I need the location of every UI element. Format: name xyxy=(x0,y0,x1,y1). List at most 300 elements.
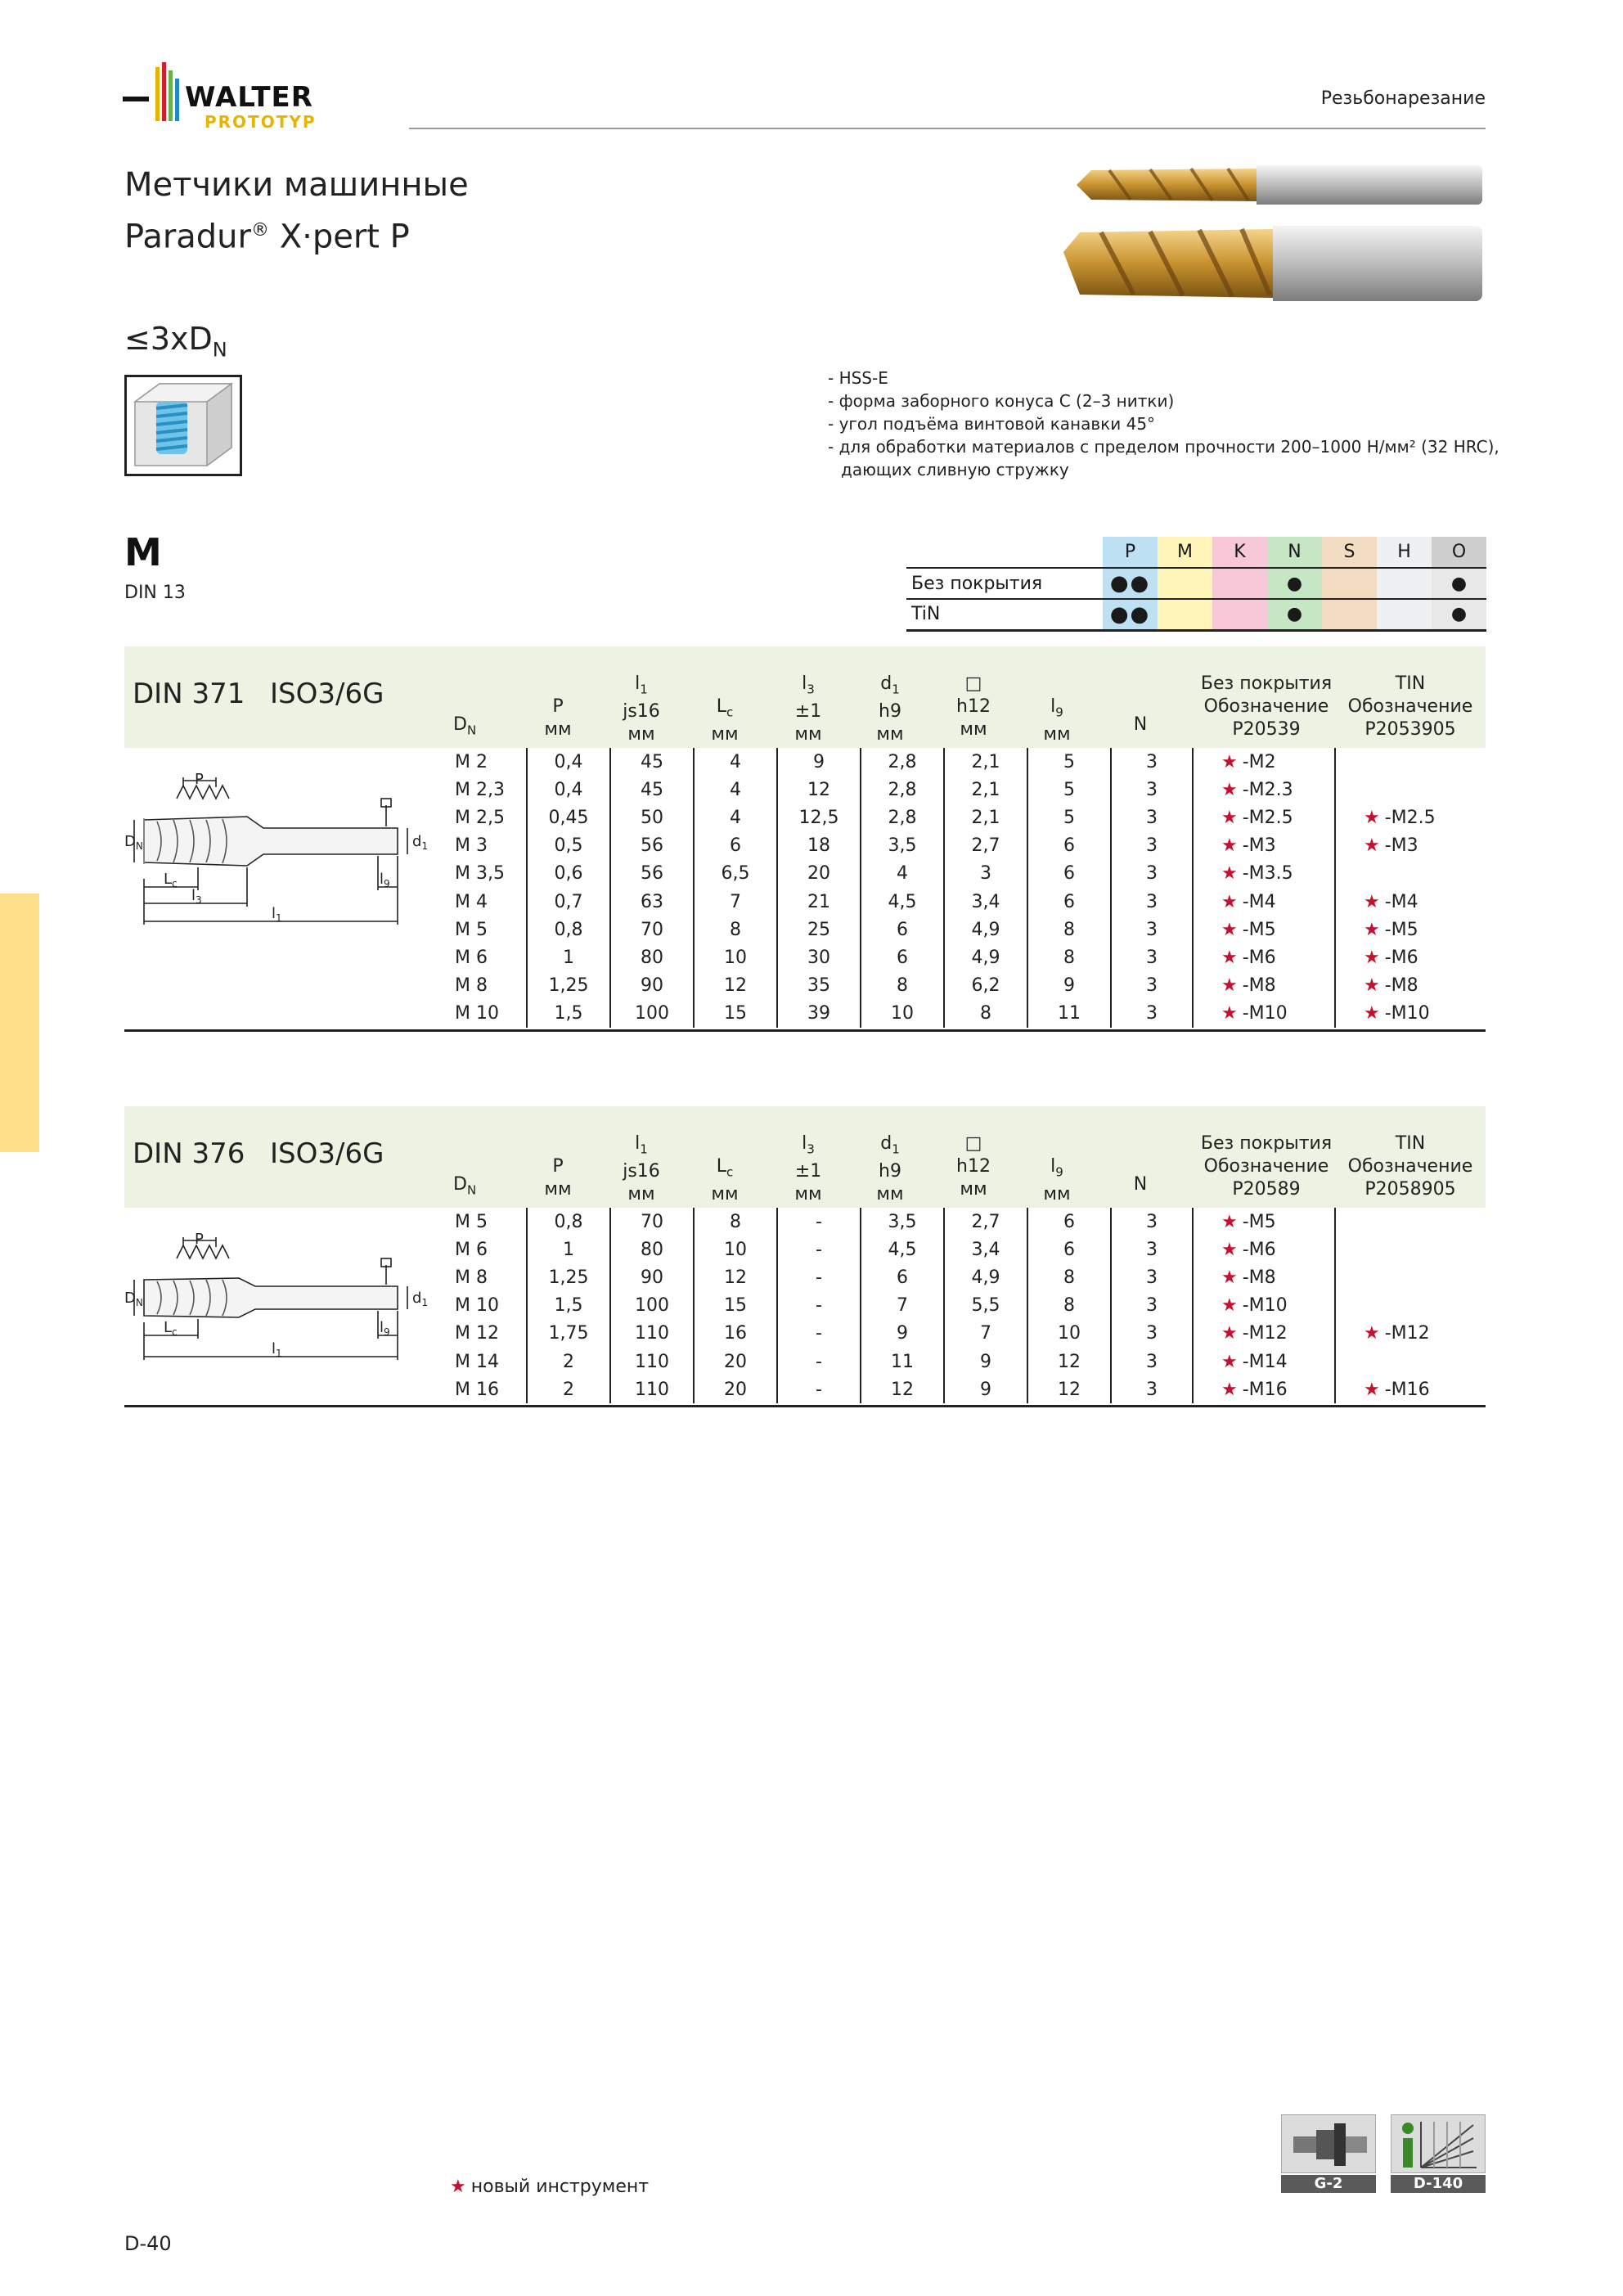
table-cell: 4 xyxy=(694,748,777,776)
new-tool-star-icon: ★ xyxy=(1221,807,1238,828)
feature-list xyxy=(828,367,1499,481)
cell-thread-size: M 12 xyxy=(452,1320,527,1348)
table-cell: 3 xyxy=(944,860,1027,888)
table-cell: 6 xyxy=(1027,888,1111,916)
table-cell: 3 xyxy=(1111,943,1193,971)
table-cell: 0,7 xyxy=(527,888,610,916)
table-cell: 110 xyxy=(610,1348,694,1375)
table-cell: 3 xyxy=(1111,804,1193,831)
cell-code-uncoated: ★ -M2 xyxy=(1193,748,1335,776)
table-row xyxy=(452,943,1474,971)
table-cell: 15 xyxy=(694,1000,777,1028)
info-chart-icon xyxy=(1391,2114,1486,2173)
table-cell: 7 xyxy=(861,1292,944,1320)
new-tool-star-icon: ★ xyxy=(1221,1239,1238,1260)
new-tool-star-icon: ★ xyxy=(1221,1379,1238,1400)
table-cell: 4,5 xyxy=(861,888,944,916)
table-cell: 3 xyxy=(1111,832,1193,860)
new-tool-star-icon: ★ xyxy=(450,2177,466,2197)
table-cell: 12 xyxy=(1027,1375,1111,1403)
table-cell: 9 xyxy=(861,1320,944,1348)
table-cell: 10 xyxy=(694,1236,777,1263)
new-tool-star-icon: ★ xyxy=(1221,863,1238,885)
col-header-lc: $L_c$ мм xyxy=(711,1156,739,1205)
cell-thread-size: M 5 xyxy=(452,916,527,943)
matrix-mark xyxy=(1212,599,1267,630)
table-cell: 90 xyxy=(610,972,694,1000)
table-cell: 2 xyxy=(527,1375,610,1403)
table-cell: 0,8 xyxy=(527,1208,610,1236)
table-cell: 18 xyxy=(777,832,861,860)
matrix-mark xyxy=(1377,568,1432,599)
table-cell: 1,75 xyxy=(527,1320,610,1348)
cell-thread-size: M 3 xyxy=(452,832,527,860)
table-cell: 35 xyxy=(777,972,861,1000)
table-cell: 3 xyxy=(1111,1292,1193,1320)
matrix-header-n: N xyxy=(1267,537,1322,568)
table-cell: 90 xyxy=(610,1263,694,1291)
table-cell: 3 xyxy=(1111,860,1193,888)
table-cell: 2,8 xyxy=(861,748,944,776)
table-row xyxy=(452,1292,1474,1320)
table-cell: 3 xyxy=(1111,1320,1193,1348)
col-header-uncoated: Без покрытия Обозначение P20539 xyxy=(1200,673,1333,740)
table-cell: 6 xyxy=(1027,860,1111,888)
table-cell: 5 xyxy=(1027,804,1111,831)
header-rule xyxy=(409,128,1486,129)
cell-code-tin xyxy=(1335,1208,1474,1236)
table-bottom-rule xyxy=(124,1405,1486,1407)
section-side-tab xyxy=(0,894,39,1152)
cell-code-uncoated: ★ -M4 xyxy=(1193,888,1335,916)
matrix-row xyxy=(906,568,1486,599)
col-header-l9: $l_9$ мм xyxy=(1043,1156,1071,1205)
table-cell: 1,25 xyxy=(527,972,610,1000)
table-cell: 3,5 xyxy=(861,1208,944,1236)
matrix-row xyxy=(906,599,1486,630)
table-cell: 6,5 xyxy=(694,860,777,888)
spec-table-header-band xyxy=(124,646,1486,748)
material-group-letter: M xyxy=(124,530,162,574)
table-cell: 4,9 xyxy=(944,916,1027,943)
new-tool-star-icon: ★ xyxy=(1221,1267,1238,1288)
walter-prototyp-logo xyxy=(123,59,401,137)
cell-code-uncoated: ★ -M12 xyxy=(1193,1320,1335,1348)
table-cell: 1,5 xyxy=(527,1000,610,1028)
table-row xyxy=(452,1208,1474,1236)
table-cell: 4,9 xyxy=(944,1263,1027,1291)
table-cell: 2,1 xyxy=(944,804,1027,831)
nav-link-g-2[interactable] xyxy=(1281,2114,1376,2193)
cell-code-uncoated: ★ -M16 xyxy=(1193,1375,1335,1403)
cell-code-tin xyxy=(1335,1292,1474,1320)
cell-code-tin xyxy=(1335,776,1474,804)
feature-item: - форма заборного конуса C (2–3 нитки) xyxy=(828,391,1175,411)
new-tool-star-icon: ★ xyxy=(1364,975,1380,997)
table-cell: 3 xyxy=(1111,888,1193,916)
new-tool-star-icon: ★ xyxy=(1221,1003,1238,1024)
nav-link-d-140[interactable] xyxy=(1391,2114,1486,2193)
diagram-label-d1: $d_1$ xyxy=(412,833,429,852)
table-cell: 8 xyxy=(1027,1263,1111,1291)
table-cell: 12 xyxy=(694,972,777,1000)
matrix-mark xyxy=(1158,599,1212,630)
table-cell: 16 xyxy=(694,1320,777,1348)
table-cell: 56 xyxy=(610,832,694,860)
col-header-l1: $l_1$ js16 мм xyxy=(623,673,660,745)
table-cell: 50 xyxy=(610,804,694,831)
cell-code-uncoated: ★ -M5 xyxy=(1193,916,1335,943)
col-header-square: □ h12 мм xyxy=(956,673,991,740)
matrix-mark: ● xyxy=(1267,568,1322,599)
col-header-l1: $l_1$ js16 мм xyxy=(623,1133,660,1205)
new-tool-star-icon: ★ xyxy=(1221,751,1238,772)
matrix-header-s: S xyxy=(1322,537,1377,568)
matrix-header-h: H xyxy=(1377,537,1432,568)
tolerance-label: ISO3/6G xyxy=(270,678,384,710)
table-cell: 100 xyxy=(610,1000,694,1028)
table-cell: 6 xyxy=(861,1263,944,1291)
new-tool-star-icon: ★ xyxy=(1364,835,1380,857)
thread-depth-label: $\le 3xD_N$ xyxy=(124,321,227,362)
table-cell: 45 xyxy=(610,776,694,804)
col-header-square: □ h12 мм xyxy=(956,1133,991,1200)
diagram-label-p: P xyxy=(195,771,204,788)
cell-code-uncoated: ★ -M10 xyxy=(1193,1292,1335,1320)
table-cell: 9 xyxy=(777,748,861,776)
table-cell: 2 xyxy=(527,1348,610,1375)
cell-code-uncoated: ★ -M10 xyxy=(1193,1000,1335,1028)
tap-product-photo xyxy=(1060,154,1486,326)
new-tool-star-icon: ★ xyxy=(1221,1295,1238,1317)
table-cell: 100 xyxy=(610,1292,694,1320)
table-row xyxy=(452,1348,1474,1375)
table-cell: 110 xyxy=(610,1375,694,1403)
table-cell: 80 xyxy=(610,943,694,971)
table-cell: 3,5 xyxy=(861,832,944,860)
matrix-mark: ● xyxy=(1432,599,1486,630)
table-cell: 25 xyxy=(777,916,861,943)
table-cell: 6 xyxy=(1027,832,1111,860)
diagram-label-dn: $D_N$ xyxy=(124,833,143,852)
table-cell: 2,7 xyxy=(944,832,1027,860)
legend xyxy=(450,2177,649,2197)
new-tool-star-icon: ★ xyxy=(1221,891,1238,912)
col-header-tin: TIN Обозначение P2053905 xyxy=(1347,673,1473,740)
col-header-p: P мм xyxy=(544,1156,572,1200)
cell-code-uncoated: ★ -M8 xyxy=(1193,972,1335,1000)
matrix-mark: ●● xyxy=(1103,568,1158,599)
new-tool-star-icon: ★ xyxy=(1221,835,1238,857)
table-cell: 0,6 xyxy=(527,860,610,888)
matrix-mark xyxy=(1158,568,1212,599)
cell-code-uncoated: ★ -M3 xyxy=(1193,832,1335,860)
table-cell: 0,8 xyxy=(527,916,610,943)
table-row xyxy=(452,1000,1474,1028)
table-cell: 3 xyxy=(1111,916,1193,943)
table-cell: 10 xyxy=(861,1000,944,1028)
table-cell: 2,7 xyxy=(944,1208,1027,1236)
table-cell: 45 xyxy=(610,748,694,776)
col-header-p: P мм xyxy=(544,696,572,740)
cell-thread-size: M 5 xyxy=(452,1208,527,1236)
col-header-d1: $d_1$ h9 мм xyxy=(876,1133,904,1205)
legend-text: новый инструмент xyxy=(470,2177,650,2197)
table-cell: 56 xyxy=(610,860,694,888)
matrix-mark xyxy=(1322,599,1377,630)
spec-table-din-371 xyxy=(124,646,1486,1024)
cell-thread-size: M 6 xyxy=(452,1236,527,1263)
table-row xyxy=(452,888,1474,916)
cell-thread-size: M 10 xyxy=(452,1292,527,1320)
new-tool-star-icon: ★ xyxy=(1364,807,1380,828)
table-cell: 3 xyxy=(1111,1348,1193,1375)
new-tool-star-icon: ★ xyxy=(1364,947,1380,968)
col-header-n: N xyxy=(1133,1174,1148,1195)
table-row xyxy=(452,1375,1474,1403)
material-suitability-matrix xyxy=(906,537,1486,632)
material-group-norm: DIN 13 xyxy=(124,583,186,603)
new-tool-star-icon: ★ xyxy=(1221,1351,1238,1372)
tolerance-label: ISO3/6G xyxy=(270,1137,384,1170)
table-cell: 4,5 xyxy=(861,1236,944,1263)
table-cell: 7 xyxy=(944,1320,1027,1348)
matrix-header-o: O xyxy=(1432,537,1486,568)
table-cell: 6 xyxy=(694,832,777,860)
table-cell: 9 xyxy=(944,1348,1027,1375)
cell-thread-size: M 6 xyxy=(452,943,527,971)
cell-thread-size: M 10 xyxy=(452,1000,527,1028)
feature-item: - для обработки материалов с пределом прочности 200–1000 Н/мм² (32 HRC), xyxy=(828,437,1499,457)
table-cell: 11 xyxy=(861,1348,944,1375)
table-cell: 3 xyxy=(1111,1375,1193,1403)
table-cell: 12 xyxy=(777,776,861,804)
table-cell: 1,5 xyxy=(527,1292,610,1320)
table-cell: 11 xyxy=(1027,1000,1111,1028)
matrix-row-label: TiN xyxy=(906,599,1103,630)
col-header-dn: $D_N$ xyxy=(453,714,477,738)
table-row xyxy=(452,1236,1474,1263)
table-cell: 8 xyxy=(944,1000,1027,1028)
page-number: D-40 xyxy=(124,2232,172,2255)
table-cell: 30 xyxy=(777,943,861,971)
cell-code-tin: ★ -M8 xyxy=(1364,975,1418,997)
logo-sub: PROTOTYP xyxy=(205,112,317,132)
new-tool-star-icon: ★ xyxy=(1221,947,1238,968)
diagram-label-l9: $l_9$ xyxy=(380,871,390,889)
new-tool-star-icon: ★ xyxy=(1221,779,1238,800)
diagram-label-l1: $l_1$ xyxy=(272,905,282,924)
table-cell: 3 xyxy=(1111,1263,1193,1291)
table-cell: - xyxy=(777,1263,861,1291)
col-header-l3: $l_3$ ±1 мм xyxy=(794,673,822,745)
matrix-mark xyxy=(1212,568,1267,599)
cell-code-uncoated: ★ -M3.5 xyxy=(1193,860,1335,888)
standard-label: DIN 376 xyxy=(133,1137,245,1170)
table-cell: - xyxy=(777,1208,861,1236)
table-cell: 3 xyxy=(1111,1000,1193,1028)
tool-holder-icon xyxy=(1281,2114,1376,2173)
table-cell: - xyxy=(777,1292,861,1320)
new-tool-star-icon: ★ xyxy=(1364,1323,1380,1344)
table-cell: 8 xyxy=(1027,1292,1111,1320)
cell-thread-size: M 14 xyxy=(452,1348,527,1375)
col-header-n: N xyxy=(1133,714,1148,735)
diagram-label-lc: $L_c$ xyxy=(164,1319,178,1338)
spec-table-header-band xyxy=(124,1106,1486,1208)
col-header-d1: $d_1$ h9 мм xyxy=(876,673,904,745)
cell-code-uncoated: ★ -M14 xyxy=(1193,1348,1335,1375)
section-title: Резьбонарезание xyxy=(1320,88,1486,109)
cell-code-tin: ★ -M6 xyxy=(1364,947,1418,968)
cell-code-tin: ★ -M3 xyxy=(1364,835,1418,857)
feature-item: - угол подъёма винтовой канавки 45° xyxy=(828,414,1156,434)
table-bottom-rule xyxy=(124,1029,1486,1032)
table-cell: 6 xyxy=(1027,1208,1111,1236)
col-header-uncoated: Без покрытия Обозначение P20589 xyxy=(1200,1133,1333,1200)
table-cell: 8 xyxy=(861,972,944,1000)
table-row xyxy=(452,776,1474,804)
diagram-label-lc: $L_c$ xyxy=(164,871,178,889)
new-tool-star-icon: ★ xyxy=(1221,975,1238,997)
cell-code-tin: ★ -M10 xyxy=(1364,1003,1430,1024)
table-cell: 12,5 xyxy=(777,804,861,831)
spec-table-din-376 xyxy=(124,1106,1486,1400)
table-row xyxy=(452,804,1474,831)
cell-thread-size: M 2,5 xyxy=(452,804,527,831)
cell-code-tin: ★ -M16 xyxy=(1364,1379,1430,1400)
cell-code-tin xyxy=(1335,860,1474,888)
table-cell: 4,9 xyxy=(944,943,1027,971)
matrix-mark: ● xyxy=(1432,568,1486,599)
matrix-mark xyxy=(1377,599,1432,630)
cell-code-tin: ★ -M5 xyxy=(1364,919,1418,940)
title-line-1: Метчики машинные xyxy=(124,166,469,204)
cell-thread-size: M 2 xyxy=(452,748,527,776)
table-cell: 5 xyxy=(1027,776,1111,804)
table-cell: 12 xyxy=(861,1375,944,1403)
table-cell: 0,4 xyxy=(527,748,610,776)
table-cell: 3 xyxy=(1111,972,1193,1000)
col-header-lc: $L_c$ мм xyxy=(711,696,739,745)
table-cell: 6,2 xyxy=(944,972,1027,1000)
table-cell: 2,1 xyxy=(944,776,1027,804)
logo-text: WALTER xyxy=(185,81,313,114)
table-row xyxy=(452,832,1474,860)
table-cell: 3 xyxy=(1111,748,1193,776)
new-tool-star-icon: ★ xyxy=(1364,1379,1380,1400)
table-row xyxy=(452,1320,1474,1348)
blind-hole-icon xyxy=(124,375,242,476)
table-cell: 8 xyxy=(694,916,777,943)
din-371-tap-diagram xyxy=(124,748,452,944)
table-cell: 20 xyxy=(694,1348,777,1375)
standard-label: DIN 371 xyxy=(133,678,245,710)
table-cell: 3,4 xyxy=(944,888,1027,916)
table-cell: 0,45 xyxy=(527,804,610,831)
table-cell: - xyxy=(777,1375,861,1403)
table-cell: 70 xyxy=(610,916,694,943)
new-tool-star-icon: ★ xyxy=(1364,891,1380,912)
new-tool-star-icon: ★ xyxy=(1221,1211,1238,1232)
new-tool-star-icon: ★ xyxy=(1364,919,1380,940)
table-cell: 9 xyxy=(1027,972,1111,1000)
table-cell: 15 xyxy=(694,1292,777,1320)
cell-code-uncoated: ★ -M2.5 xyxy=(1193,804,1335,831)
table-cell: 10 xyxy=(694,943,777,971)
table-cell: - xyxy=(777,1348,861,1375)
matrix-header-m: M xyxy=(1158,537,1212,568)
din-371-data-table xyxy=(452,748,1474,1028)
table-cell: 9 xyxy=(944,1375,1027,1403)
cell-code-uncoated: ★ -M6 xyxy=(1193,1236,1335,1263)
table-cell: 4 xyxy=(694,804,777,831)
cell-code-tin: ★ -M2.5 xyxy=(1364,807,1436,828)
table-cell: 21 xyxy=(777,888,861,916)
table-row xyxy=(452,1263,1474,1291)
cell-thread-size: M 16 xyxy=(452,1375,527,1403)
table-row xyxy=(452,748,1474,776)
table-row xyxy=(452,916,1474,943)
matrix-row-label: Без покрытия xyxy=(906,568,1103,599)
diagram-label-d1: $d_1$ xyxy=(412,1290,429,1308)
title-line-2: Paradur® X·pert P xyxy=(124,218,410,256)
table-row xyxy=(452,860,1474,888)
table-cell: 0,5 xyxy=(527,832,610,860)
col-header-l9: $l_9$ мм xyxy=(1043,696,1071,745)
new-tool-star-icon: ★ xyxy=(1221,919,1238,940)
cell-thread-size: M 4 xyxy=(452,888,527,916)
table-cell: 2,8 xyxy=(861,804,944,831)
cell-code-uncoated: ★ -M5 xyxy=(1193,1208,1335,1236)
table-cell: 7 xyxy=(694,888,777,916)
table-cell: 70 xyxy=(610,1208,694,1236)
table-row xyxy=(452,972,1474,1000)
table-cell: 3 xyxy=(1111,776,1193,804)
table-cell: 4 xyxy=(861,860,944,888)
col-header-l3: $l_3$ ±1 мм xyxy=(794,1133,822,1205)
table-cell: 8 xyxy=(1027,943,1111,971)
table-cell: 5,5 xyxy=(944,1292,1027,1320)
table-cell: 10 xyxy=(1027,1320,1111,1348)
page-title xyxy=(124,162,469,259)
cell-code-uncoated: ★ -M6 xyxy=(1193,943,1335,971)
matrix-header-k: K xyxy=(1212,537,1267,568)
table-cell: 2,1 xyxy=(944,748,1027,776)
cell-code-uncoated: ★ -M8 xyxy=(1193,1263,1335,1291)
feature-item: - HSS-E xyxy=(828,368,888,388)
cell-thread-size: M 8 xyxy=(452,972,527,1000)
cell-code-tin: ★ -M4 xyxy=(1364,891,1418,912)
matrix-mark: ● xyxy=(1267,599,1322,630)
matrix-mark xyxy=(1322,568,1377,599)
table-cell: 1,25 xyxy=(527,1263,610,1291)
table-cell: 12 xyxy=(694,1263,777,1291)
matrix-header-p: P xyxy=(1103,537,1158,568)
feature-item: дающих сливную стружку xyxy=(841,460,1069,479)
table-cell: 8 xyxy=(694,1208,777,1236)
table-cell: 80 xyxy=(610,1236,694,1263)
table-cell: 3 xyxy=(1111,1236,1193,1263)
cell-thread-size: M 8 xyxy=(452,1263,527,1291)
table-cell: 5 xyxy=(1027,748,1111,776)
table-cell: - xyxy=(777,1236,861,1263)
nav-link-label: G-2 xyxy=(1281,2175,1376,2193)
col-header-tin: TIN Обозначение P2058905 xyxy=(1347,1133,1473,1200)
cell-code-tin xyxy=(1335,1236,1474,1263)
table-cell: 6 xyxy=(861,916,944,943)
table-cell: 63 xyxy=(610,888,694,916)
